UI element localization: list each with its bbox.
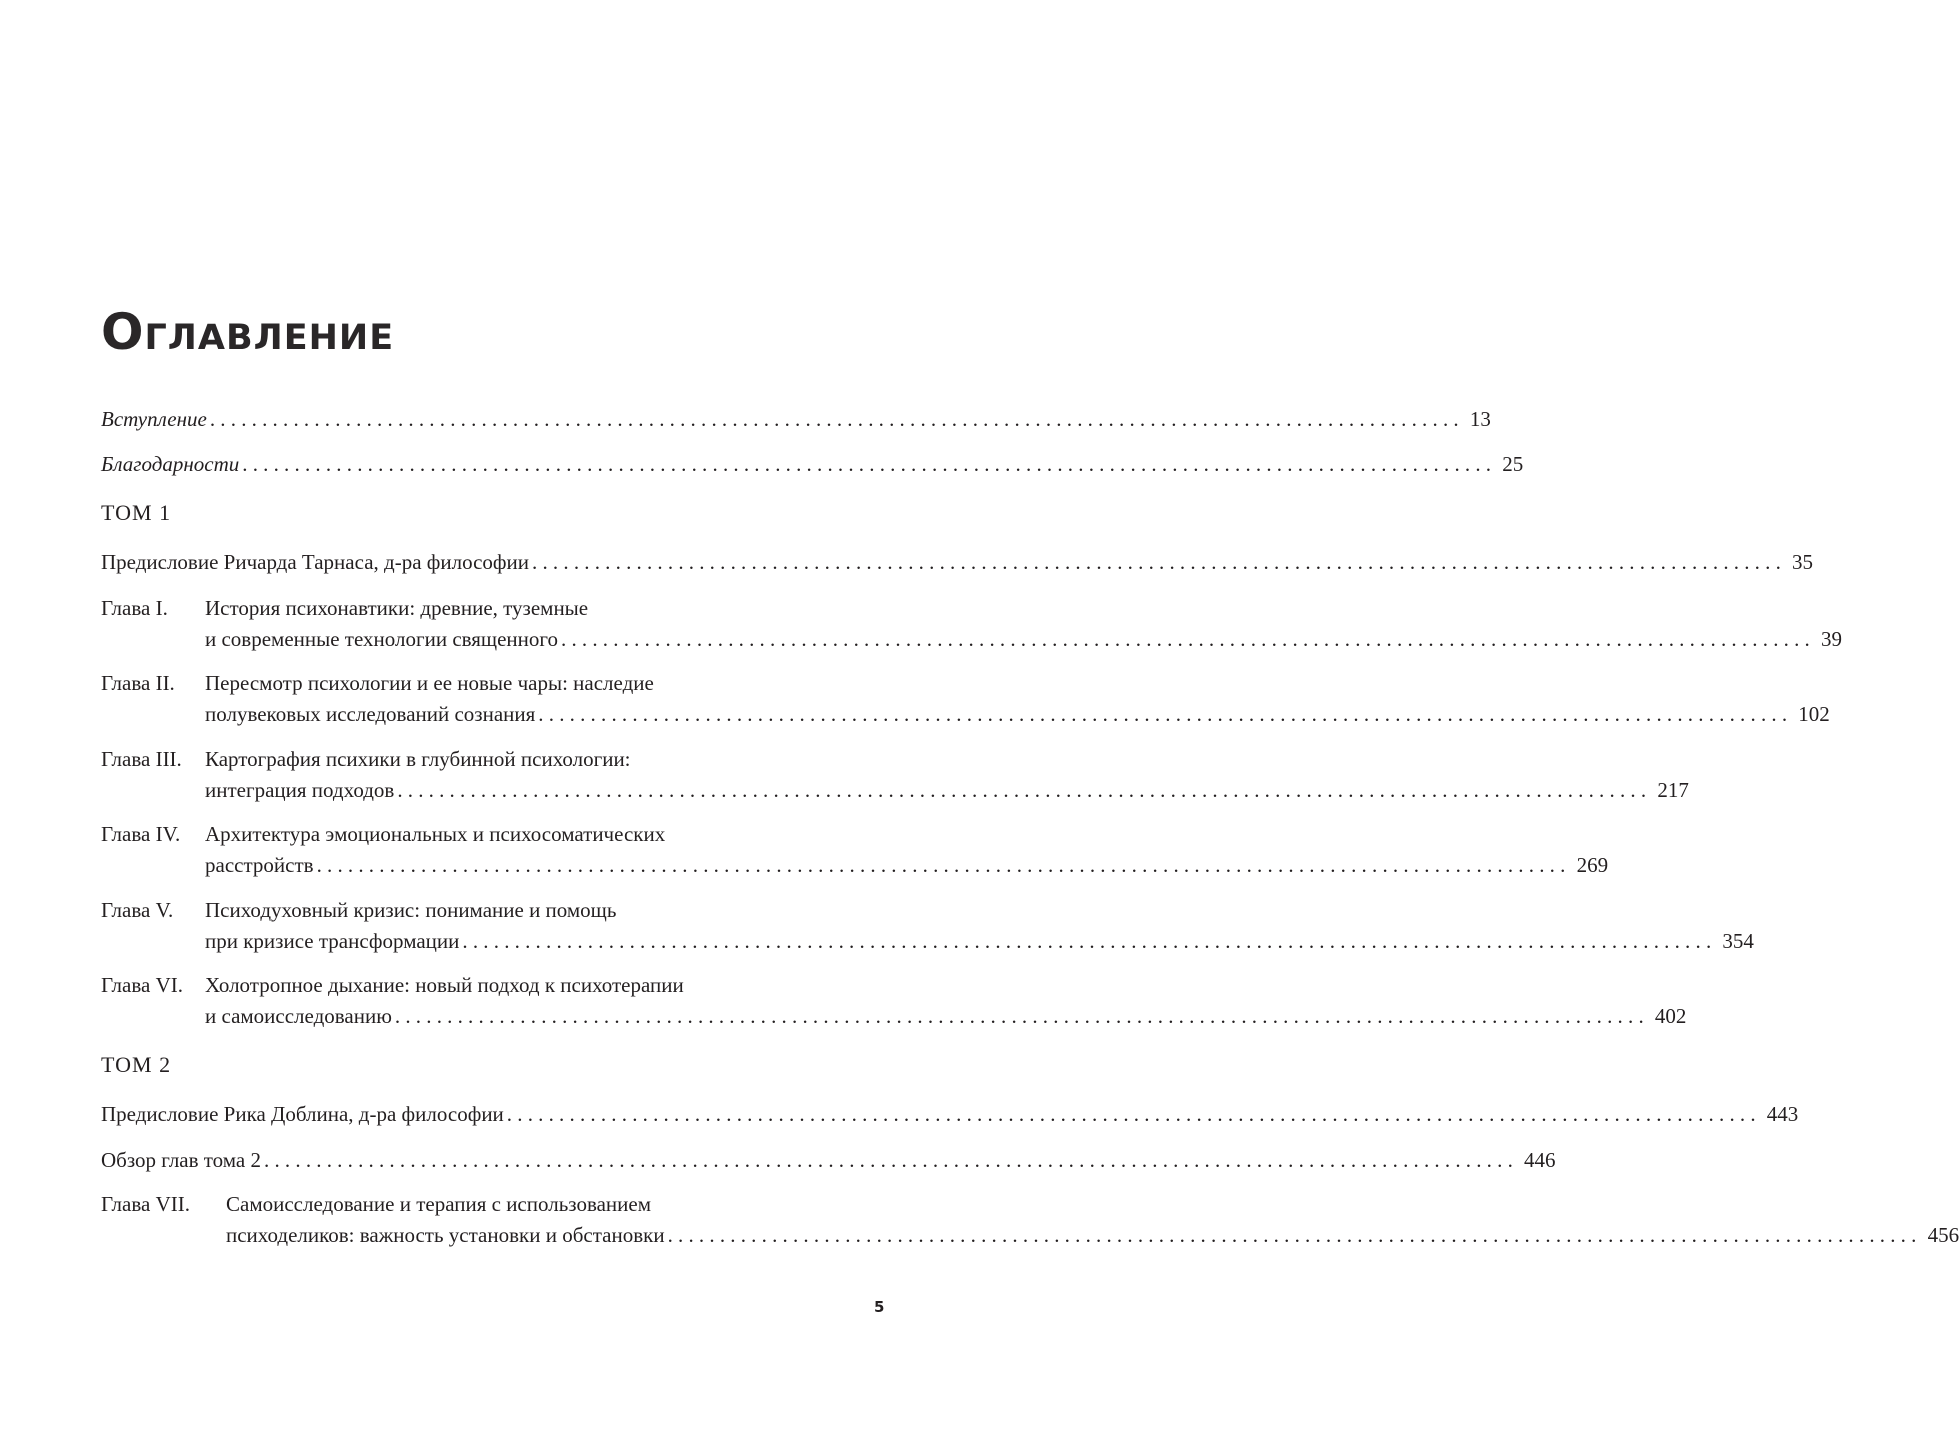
- chapter-title-line-2: и самоисследованию: [205, 1004, 392, 1028]
- toc-entry-page: 25: [1502, 452, 1524, 476]
- toc-entry-volume-2-overview[interactable]: [101, 1145, 1556, 1176]
- toc-entry-chapter-1[interactable]: [101, 593, 1842, 655]
- chapter-label: Глава I.: [101, 596, 168, 620]
- dot-leader: ........................................................................................................................: [242, 452, 1497, 476]
- toc-entry-introduction[interactable]: [101, 404, 1491, 435]
- chapter-title-line-2: интеграция подходов: [205, 778, 395, 802]
- toc-entry-title: Предисловие Ричарда Тарнаса, д-ра философии: [101, 550, 530, 574]
- toc-entry-acknowledgements[interactable]: [101, 449, 1524, 480]
- chapter-title-line-1: Архитектура эмоциональных и психосоматических: [205, 822, 666, 846]
- chapter-title-line-2: полувековых исследований сознания: [205, 702, 536, 726]
- chapter-title-line-2: психоделиков: важность установки и обстановки: [226, 1223, 665, 1247]
- dot-leader: ........................................................................................................................: [506, 1102, 1761, 1126]
- toc-entry-chapter-4[interactable]: [101, 819, 1609, 881]
- dot-leader: ........................................................................................................................: [462, 929, 1717, 953]
- chapter-title-line-1: Пересмотр психологии и ее новые чары: наследие: [205, 671, 654, 695]
- toc-entry-chapter-5[interactable]: [101, 895, 1754, 957]
- chapter-label: Глава III.: [101, 747, 182, 771]
- chapter-label: Глава VI.: [101, 973, 183, 997]
- dot-leader: ........................................................................................................................: [209, 407, 1464, 431]
- toc-entry-page: 217: [1657, 778, 1689, 802]
- toc-entry-page: 446: [1524, 1148, 1556, 1172]
- toc-entry-chapter-2[interactable]: [101, 668, 1830, 730]
- dot-leader: ........................................................................................................................: [667, 1223, 1922, 1247]
- volume-1-heading: ТОМ 1: [101, 500, 172, 525]
- toc-entry-title: Обзор глав тома 2: [101, 1148, 262, 1172]
- page-title: Оглавление: [101, 303, 395, 361]
- toc-entry-foreword-tarnas[interactable]: [101, 547, 1814, 578]
- toc-entry-chapter-3[interactable]: [101, 744, 1689, 806]
- chapter-title-line-2: и современные технологии священного: [205, 627, 558, 651]
- chapter-title-line-1: История психонавтики: древние, туземные: [205, 596, 589, 620]
- chapter-title-line-1: Картография психики в глубинной психологии:: [205, 747, 631, 771]
- toc-entry-title: Благодарности: [101, 452, 240, 476]
- chapter-label: Глава IV.: [101, 822, 181, 846]
- dot-leader: ........................................................................................................................: [264, 1148, 1519, 1172]
- dot-leader: ........................................................................................................................: [532, 550, 1787, 574]
- toc-entry-chapter-7[interactable]: [101, 1189, 1959, 1251]
- dot-leader: ........................................................................................................................: [316, 853, 1571, 877]
- dot-leader: ........................................................................................................................: [397, 778, 1652, 802]
- toc-entry-page: 402: [1654, 1004, 1687, 1028]
- chapter-title-line-2: расстройств: [205, 853, 314, 877]
- chapter-title-line-1: Холотропное дыхание: новый подход к психотерапии: [205, 973, 684, 997]
- chapter-title-line-1: Самоисследование и терапия с использованием: [226, 1192, 651, 1216]
- toc-entry-page: 35: [1792, 550, 1814, 574]
- dot-leader: ........................................................................................................................: [561, 627, 1815, 651]
- toc-entry-page: 13: [1469, 407, 1491, 431]
- chapter-title-line-2: при кризисе трансформации: [205, 929, 460, 953]
- volume-2-heading: ТОМ 2: [101, 1052, 172, 1077]
- page-number: 5: [874, 1298, 885, 1316]
- dot-leader: ........................................................................................................................: [394, 1004, 1649, 1028]
- toc-entry-title: Предисловие Рика Доблина, д-ра философии: [101, 1102, 504, 1126]
- chapter-label: Глава VII.: [101, 1192, 190, 1216]
- toc-entry-page: 269: [1576, 853, 1609, 877]
- toc-entry-page: 39: [1821, 627, 1842, 651]
- toc-entry-foreword-doblin[interactable]: [101, 1099, 1799, 1130]
- toc-entry-page: 456: [1927, 1223, 1959, 1247]
- toc-entry-chapter-6[interactable]: [101, 970, 1687, 1032]
- chapter-title-line-1: Психодуховный кризис: понимание и помощь: [205, 898, 617, 922]
- dot-leader: ........................................................................................................................: [538, 702, 1793, 726]
- toc-entry-page: 443: [1766, 1102, 1799, 1126]
- chapter-label: Глава V.: [101, 898, 174, 922]
- chapter-label: Глава II.: [101, 671, 175, 695]
- toc-entry-page: 354: [1722, 929, 1754, 953]
- toc-entry-title: Вступление: [101, 407, 207, 431]
- toc-entry-page: 102: [1798, 702, 1830, 726]
